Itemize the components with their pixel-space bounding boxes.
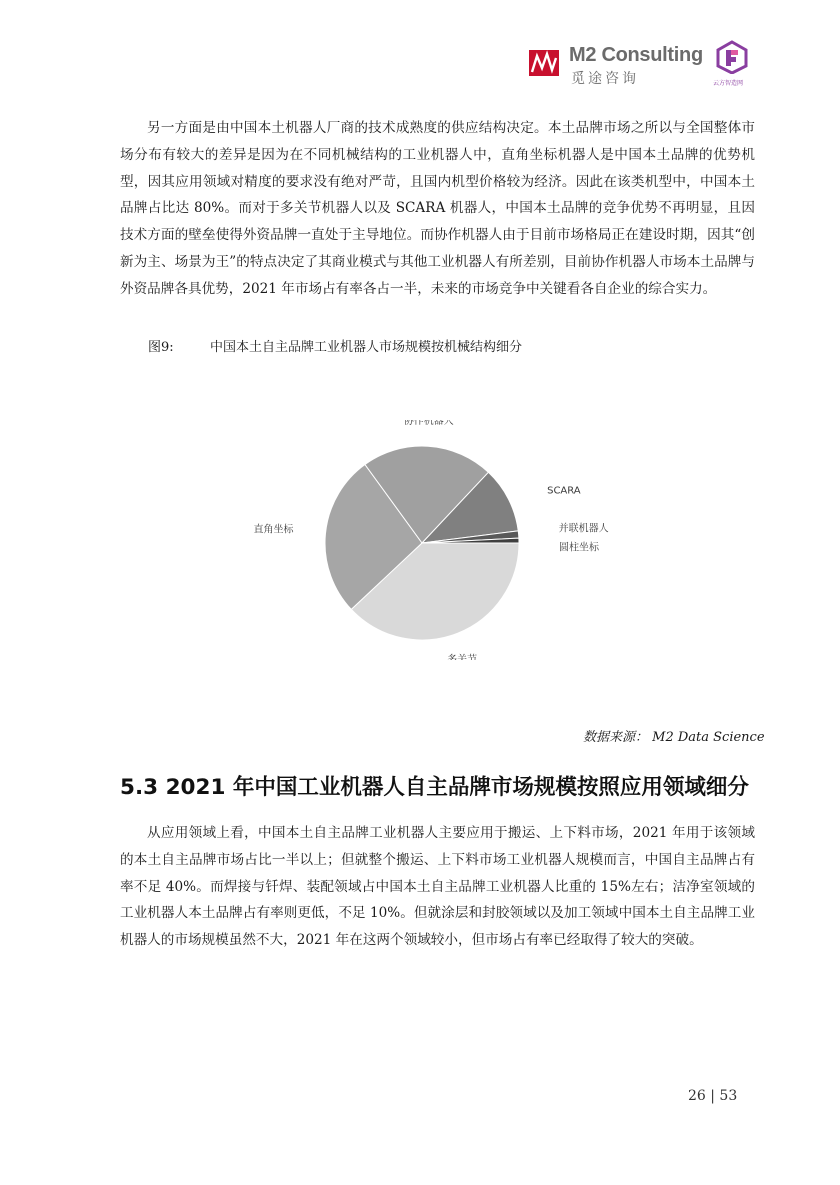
figure-number: 图9: (148, 340, 174, 355)
pie-slice-label: 圆柱坐标 (559, 542, 599, 554)
pie-slice-label: 多关节 (447, 654, 478, 660)
pie-slice-label: 直角坐标 (253, 524, 294, 536)
pie-chart-svg (250, 420, 610, 660)
figure-title: 中国本土自主品牌工业机器人市场规模按机械结构细分 (210, 340, 523, 355)
page-number: 26 | 53 (688, 1088, 738, 1104)
application-paragraph: 从应用领域上看，中国本土自主品牌工业机器人主要应用于搬运、上下料市场，2021 年用于该领域的本土自主品牌市场占比一半以上；但就整个搬运、上下料市场工业机器人规模而言，中国自主品牌占有率不足 40%。而焊接与钎焊、装配领域占中国本土自主品牌工业机器人比重的 15%左右；洁净室领域的工业机器人本土品牌占有率则更低，不足 10%。但就涂层和封胶领域以及加工领域中国本土自主品牌工业机器人的市场规模虽然不大，2021 年在这两个领域较小，但市场占有率已经取得了较大的突破。 (120, 825, 755, 949)
pie-slice-label: SCARA (547, 485, 581, 497)
company-name-cn: 觅途咨询 (571, 71, 639, 87)
header-logo (529, 40, 754, 88)
pie-slice-label: 并联机器人 (558, 523, 609, 535)
partner-logo-icon (715, 40, 749, 74)
data-source: 数据来源： M2 Data Science (583, 730, 765, 745)
pie-slice-label: 协作机器人 (403, 420, 454, 428)
partner-text: 云方智造网 (713, 80, 744, 87)
figure-caption (148, 336, 522, 355)
intro-paragraph: 另一方面是由中国本土机器人厂商的技术成熟度的供应结构决定。本土品牌市场之所以与全国整体市场分布有较大的差异是因为在不同机械结构的工业机器人中，直角坐标机器人是中国本土品牌的优势机型，因其应用领域对精度的要求没有绝对严苛，且国内机型价格较为经济。因此在该类机型中，中国本土品牌占比达 80%。而对于多关节机器人以及 SCARA 机器人，中国本土品牌的竞争优势不再明显，且因技术方面的壁垒使得外资品牌一直处于主导地位。而协作机器人由于目前市场格局正在建设时期，因其“创新为主、场景为王”的特点决定了其商业模式与其他工业机器人有所差别，目前协作机器人市场本土品牌与外资品牌各具优势，2021 年市场占有率各占一半，未来的市场竞争中关键看各自企业的综合实力。 (120, 120, 755, 297)
company-name: M2 Consulting (569, 44, 703, 66)
section-title: 5.3 2021 年中国工业机器人自主品牌市场规模按照应用领域细分 (120, 775, 749, 800)
m2-logo-icon (529, 44, 565, 80)
pie-chart (250, 420, 610, 660)
